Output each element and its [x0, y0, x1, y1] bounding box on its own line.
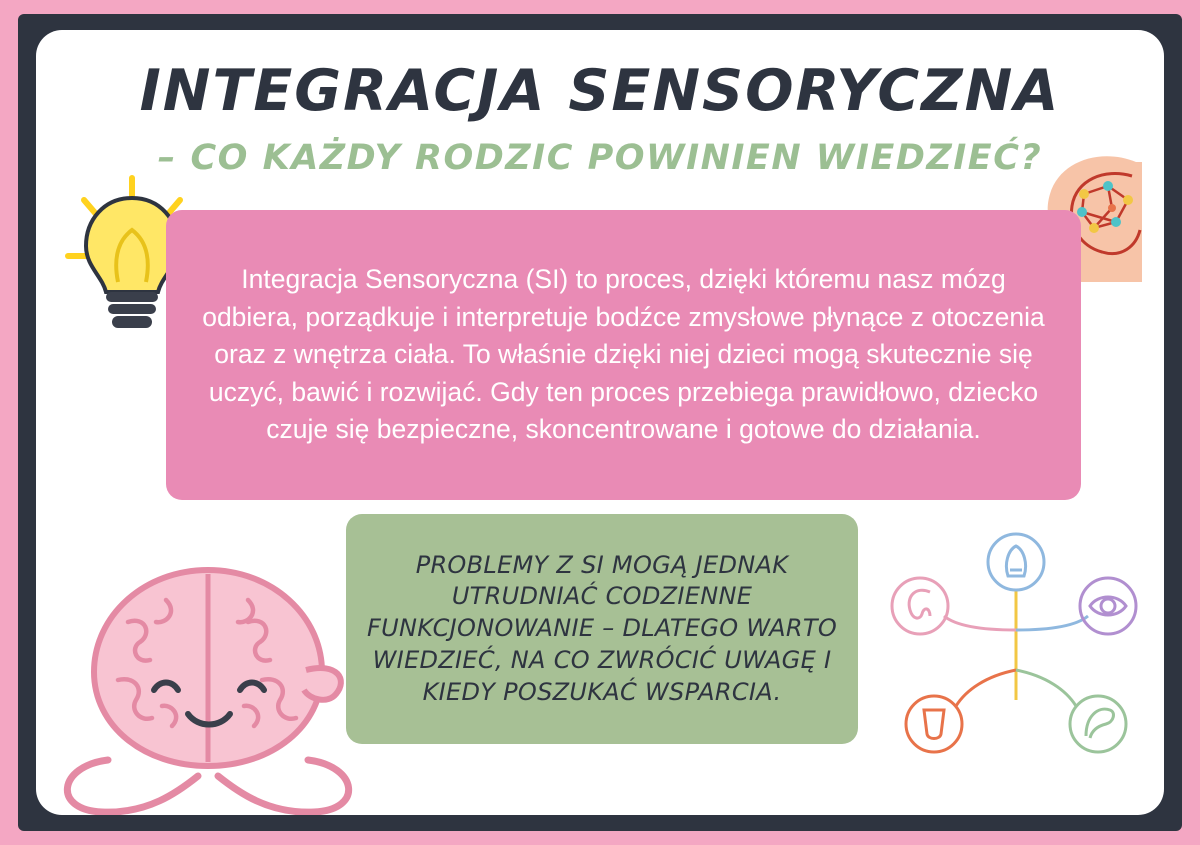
smiling-brain-icon: [48, 530, 378, 815]
highlight-text-box: [346, 514, 858, 744]
highlight-paragraph: PROBLEMY Z SI MOGĄ JEDNAK UTRUDNIAĆ CODZIENNE FUNKCJONOWANIE – DLATEGO WARTO WIEDZIEĆ, NA CO ZWRÓCIĆ UWAGĘ I KIEDY POSZUKAĆ WSPARCIA.: [366, 550, 838, 706]
intro-text-box: [166, 210, 1081, 500]
page-title: INTEGRACJA SENSORYCZNA: [139, 58, 1061, 124]
intro-paragraph: Integracja Sensoryczna (SI) to proces, dzięki któremu nasz mózg odbiera, porządkuje i interpretuje bodźce zmysłowe płynące z otoczenia oraz z wnętrza ciała. To właśnie dzięki niej dzieci mogą skutecznie się uczyć, bawić i rozwijać. Gdy ten proces przebiega prawidłowo, dziecko czuje się bezpieczne, skoncentrowane i gotowe do działania.: [202, 263, 1045, 445]
page-subtitle: – CO KAŻDY RODZIC POWINIEN WIEDZIEĆ?: [157, 138, 1043, 178]
five-senses-diagram-icon: [886, 530, 1146, 770]
poster-card: [36, 30, 1164, 815]
